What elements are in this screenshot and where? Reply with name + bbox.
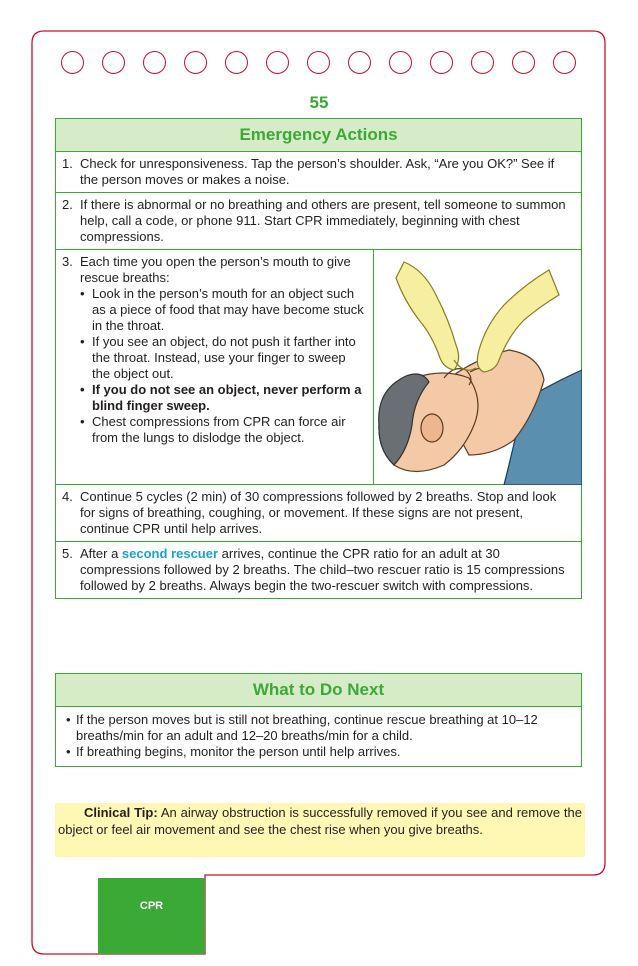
step-text: Each time you open the person’s mouth to give rescue breaths:: [80, 254, 351, 285]
what-to-do-next-box: [55, 673, 582, 767]
step-3: [56, 250, 581, 485]
step-4: [56, 485, 581, 542]
step-2: [56, 193, 581, 250]
clinical-tip-label: Clinical Tip:: [84, 805, 158, 820]
clinical-tip-text: An airway obstruction is successfully removed if you see and remove the object or feel air movement and see the chest rise when you give breaths.: [58, 805, 583, 837]
list-item: • Chest compressions from CPR can force air from the lungs to dislodge the object.: [80, 414, 346, 445]
binder-hole: [553, 51, 576, 74]
next-list: [56, 707, 581, 766]
binder-hole: [143, 51, 166, 74]
list-item: • Look in the person’s mouth for an object such as a piece of food that may have become stuck in the throat.: [80, 286, 364, 333]
step-3-bullets: [80, 286, 365, 446]
list-item: • If breathing begins, monitor the person until help arrives.: [66, 744, 401, 759]
list-item: • If the person moves but is still not breathing, continue rescue breathing at 10–12 breaths/min for an adult and 12–20 breaths/min for a child.: [66, 712, 538, 743]
binder-hole: [225, 51, 248, 74]
binder-hole: [348, 51, 371, 74]
clinical-tip: [55, 803, 585, 857]
binder-hole: [512, 51, 535, 74]
cpr-tab-label: CPR: [139, 900, 164, 912]
emergency-actions-box: [55, 118, 582, 599]
step-number: 5.: [62, 546, 73, 561]
step-number: 1.: [62, 156, 73, 171]
list-item: • If you see an object, do not push it farther into the throat. Instead, use your finger to sweep the object out.: [80, 334, 356, 381]
cpr-section-tab[interactable]: [98, 878, 205, 954]
step-text: If there is abnormal or no breathing and others are present, tell someone to summon help, call a code, or phone 911. Start CPR immediately, beginning with chest compressions.: [80, 197, 566, 244]
second-rescuer-term: second rescuer: [121, 546, 219, 561]
step-text: Check for unresponsiveness. Tap the person’s shoulder. Ask, “Are you OK?” See if the person moves or makes a noise.: [80, 156, 555, 187]
binder-hole: [307, 51, 330, 74]
finger-sweep-illustration: [374, 250, 581, 484]
binder-hole: [430, 51, 453, 74]
rescuer-hands-illustration: [374, 250, 582, 485]
step-5: [56, 542, 581, 598]
binder-hole: [61, 51, 84, 74]
list-item: • If you do not see an object, never perform a blind finger sweep.: [80, 382, 362, 413]
step-number: 4.: [62, 489, 73, 504]
binder-holes: [61, 51, 581, 81]
binder-hole: [184, 51, 207, 74]
binder-hole: [389, 51, 412, 74]
step-1: [56, 152, 581, 193]
binder-hole: [266, 51, 289, 74]
binder-hole: [102, 51, 125, 74]
step-text: Continue 5 cycles (2 min) of 30 compressions followed by 2 breaths. Stop and look for signs of breathing, coughing, or movement. If these signs are not present, continue CPR until help arrives.: [80, 489, 557, 536]
step-text: arrives, continue the CPR ratio for an adult at 30 compressions followed by 2 breaths. The child–two rescuer ratio is 15 compressions followed by 2 breaths. Always begin the two-rescuer switch with compressions.: [80, 546, 565, 593]
step-number: 3.: [62, 254, 73, 269]
emergency-actions-title: Emergency Actions: [56, 119, 581, 152]
binder-hole: [471, 51, 494, 74]
step-text: After a: [80, 546, 122, 561]
step-number: 2.: [62, 197, 73, 212]
what-to-do-next-title: What to Do Next: [56, 674, 581, 707]
page-number: 55: [309, 93, 329, 112]
